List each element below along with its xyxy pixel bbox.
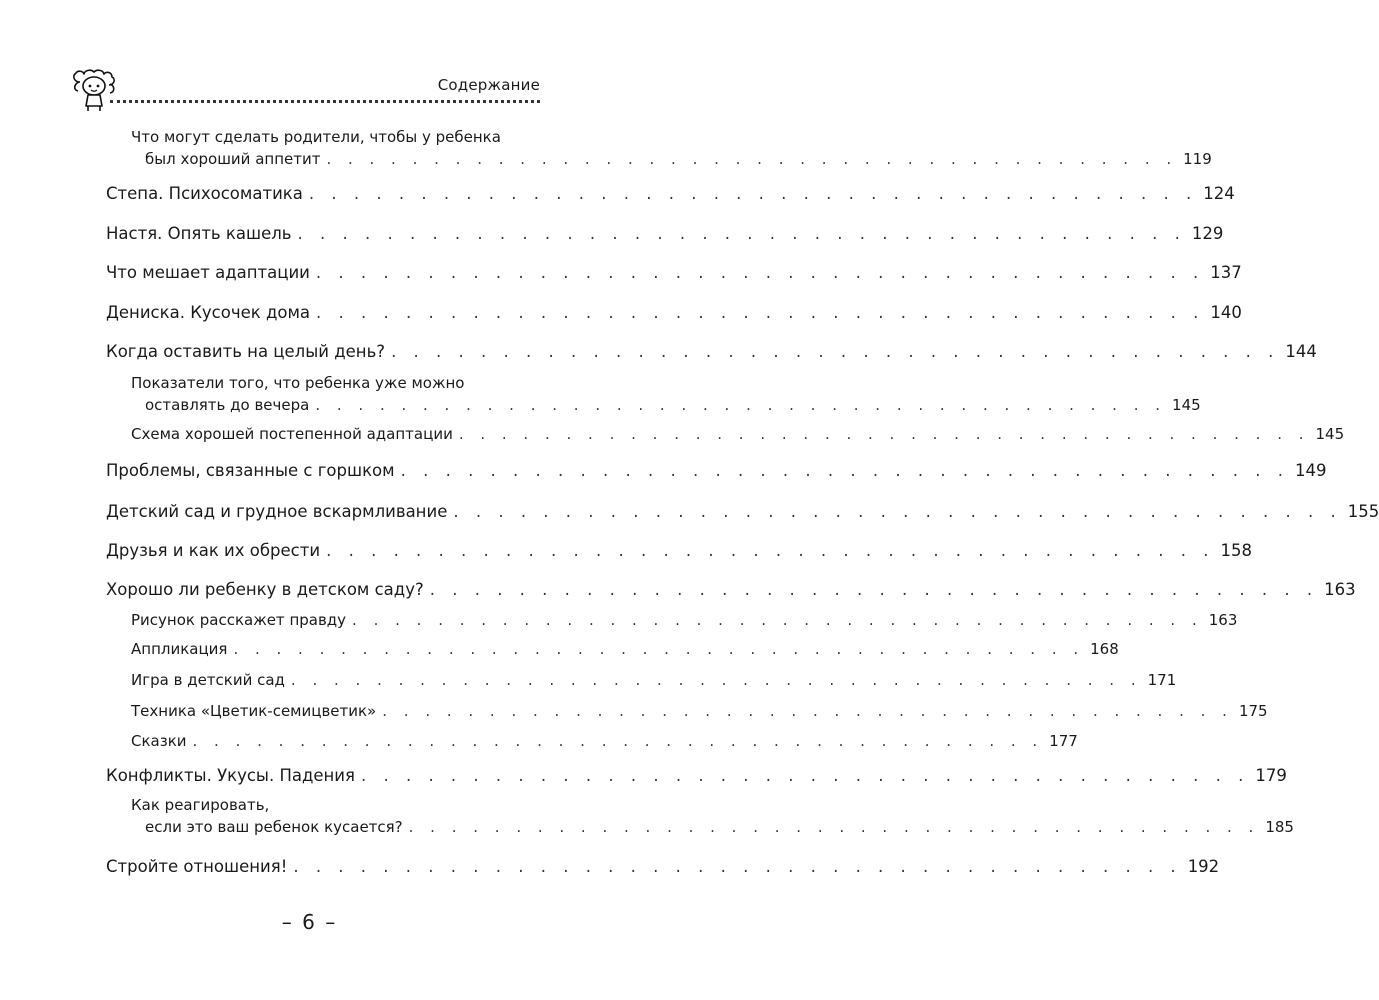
leader-dots: . . . . . . . . . . . . . . . . . . . . . . . . . . . . . . . . . . . . . . . . <box>290 671 1142 689</box>
toc-entry <box>131 640 1119 658</box>
toc-entry-title: Настя. Опять кашель <box>106 224 292 243</box>
toc-entry-title: Дениска. Кусочек дома <box>106 303 311 322</box>
toc-entry <box>131 374 1201 414</box>
toc-entry-page: 168 <box>1090 640 1119 658</box>
toc-entry <box>106 766 1287 785</box>
leader-dots: . . . . . . . . . . . . . . . . . . . . . . . . . . . . . . . . . . . . . . . . <box>458 425 1310 443</box>
toc-entry <box>106 541 1252 560</box>
toc-entry-page: 145 <box>1172 396 1201 414</box>
leader-dots: . . . . . . . . . . . . . . . . . . . . . . . . . . . . . . . . . . . . . . . . <box>408 818 1260 836</box>
toc-entry <box>131 732 1078 750</box>
toc-entry-page: 158 <box>1220 541 1252 560</box>
toc-entry-title: Когда оставить на целый день? <box>106 342 386 361</box>
toc-entry <box>106 502 1379 521</box>
toc-entry <box>106 184 1235 203</box>
toc-entry-title: Игра в детский сад <box>131 671 285 689</box>
toc-entry-title: Проблемы, связанные с горшком <box>106 461 395 480</box>
toc-entry-title: Стройте отношения! <box>106 857 288 876</box>
toc-entry <box>106 224 1224 243</box>
toc-entry-page: 163 <box>1208 611 1238 629</box>
leader-dots: . . . . . . . . . . . . . . . . . . . . . . . . . . . . . . . . . . . . . . . . <box>192 732 1044 750</box>
toc-entry <box>131 425 1345 443</box>
leader-dots: . . . . . . . . . . . . . . . . . . . . . . . . . . . . . . . . . . . . . . . . <box>315 263 1205 282</box>
toc-entry-title: Друзья и как их обрести <box>106 541 321 560</box>
toc-entry-title: был хороший аппетит <box>145 150 321 168</box>
header-divider <box>110 100 540 103</box>
toc-entry-title: если это ваш ребенок кусается? <box>145 818 403 836</box>
toc-entry-title: Сказки <box>131 732 187 750</box>
toc-entry-title: Аппликация <box>131 640 228 658</box>
leader-dots: . . . . . . . . . . . . . . . . . . . . . . . . . . . . . . . . . . . . . . . . <box>360 766 1250 785</box>
toc-entry-title: Показатели того, что ребенка уже можно <box>131 374 465 392</box>
toc-entry-title: Рисунок расскажет правду <box>131 611 347 629</box>
leader-dots: . . . . . . . . . . . . . . . . . . . . . . . . . . . . . . . . . . . . . . . . <box>293 857 1182 876</box>
leader-dots: . . . . . . . . . . . . . . . . . . . . . . . . . . . . . . . . . . . . . . . . <box>382 702 1233 720</box>
toc-entry-title: оставлять до вечера <box>145 396 310 414</box>
leader-dots: . . . . . . . . . . . . . . . . . . . . . . . . . . . . . . . . . . . . . . . . <box>429 580 1319 599</box>
toc-entry <box>106 580 1356 599</box>
leader-dots: . . . . . . . . . . . . . . . . . . . . . . . . . . . . . . . . . . . . . . . . <box>352 611 1203 629</box>
toc-entry <box>106 303 1242 322</box>
toc-entry <box>131 671 1177 689</box>
toc-entry-page: 129 <box>1191 224 1224 243</box>
toc-entry-page: 137 <box>1210 263 1242 282</box>
toc-entry <box>131 796 1294 836</box>
toc-entry <box>131 128 1212 168</box>
toc-entry-title: Как реагировать, <box>131 796 270 814</box>
toc-entry-page: 140 <box>1210 303 1242 322</box>
toc-entry-page: 155 <box>1347 502 1379 521</box>
toc-entry-page: 175 <box>1238 702 1268 720</box>
toc-entry-page: 179 <box>1255 766 1287 785</box>
toc-entry-title: Степа. Психосоматика <box>106 184 303 203</box>
toc-entry-page: 171 <box>1147 671 1177 689</box>
leader-dots: . . . . . . . . . . . . . . . . . . . . . . . . . . . . . . . . . . . . . . . . <box>233 640 1085 658</box>
page-number: – 6 – <box>281 910 338 934</box>
toc-entry-title: Что могут сделать родители, чтобы у ребенка <box>131 128 501 146</box>
leader-dots: . . . . . . . . . . . . . . . . . . . . . . . . . . . . . . . . . . . . . . . . <box>326 541 1215 560</box>
toc-entry-page: 185 <box>1265 818 1294 836</box>
toc-entry-title: Хорошо ли ребенку в детском саду? <box>106 580 424 599</box>
leader-dots: . . . . . . . . . . . . . . . . . . . . . . . . . . . . . . . . . . . . . . . . <box>315 396 1167 414</box>
toc-entry-title: Техника «Цветик-семицветик» <box>131 702 377 720</box>
toc-entry-title: Конфликты. Укусы. Падения <box>106 766 355 785</box>
leader-dots: . . . . . . . . . . . . . . . . . . . . . . . . . . . . . . . . . . . . . . . . <box>326 150 1178 168</box>
toc-entry-title: Схема хорошей постепенной адаптации <box>131 425 453 443</box>
leader-dots: . . . . . . . . . . . . . . . . . . . . . . . . . . . . . . . . . . . . . . . . <box>400 461 1289 480</box>
toc-entry-page: 163 <box>1324 580 1356 599</box>
girl-mascot-icon <box>70 68 118 112</box>
leader-dots: . . . . . . . . . . . . . . . . . . . . . . . . . . . . . . . . . . . . . . . . <box>391 342 1280 361</box>
toc-entry-title: Детский сад и грудное вскармливание <box>106 502 448 521</box>
toc-entry <box>106 342 1317 361</box>
toc-entry <box>131 611 1238 629</box>
toc-entry-page: 124 <box>1203 184 1235 203</box>
toc-entry <box>106 263 1242 282</box>
toc-entry-page: 145 <box>1315 425 1345 443</box>
section-title: Содержание <box>437 76 540 94</box>
toc-entry-page: 119 <box>1183 150 1212 168</box>
toc-entry-page: 192 <box>1187 857 1220 876</box>
toc-entry-page: 177 <box>1049 732 1078 750</box>
leader-dots: . . . . . . . . . . . . . . . . . . . . . . . . . . . . . . . . . . . . . . . . <box>297 224 1186 243</box>
leader-dots: . . . . . . . . . . . . . . . . . . . . . . . . . . . . . . . . . . . . . . . . <box>308 184 1198 203</box>
toc-entry <box>131 702 1268 720</box>
leader-dots: . . . . . . . . . . . . . . . . . . . . . . . . . . . . . . . . . . . . . . . . <box>316 303 1205 322</box>
toc-entry-title: Что мешает адаптации <box>106 263 310 282</box>
toc-entry <box>106 461 1327 480</box>
toc-entry-page: 149 <box>1294 461 1327 480</box>
toc-entry-page: 144 <box>1285 342 1317 361</box>
leader-dots: . . . . . . . . . . . . . . . . . . . . . . . . . . . . . . . . . . . . . . . . <box>453 502 1342 521</box>
toc-entry <box>106 857 1220 876</box>
